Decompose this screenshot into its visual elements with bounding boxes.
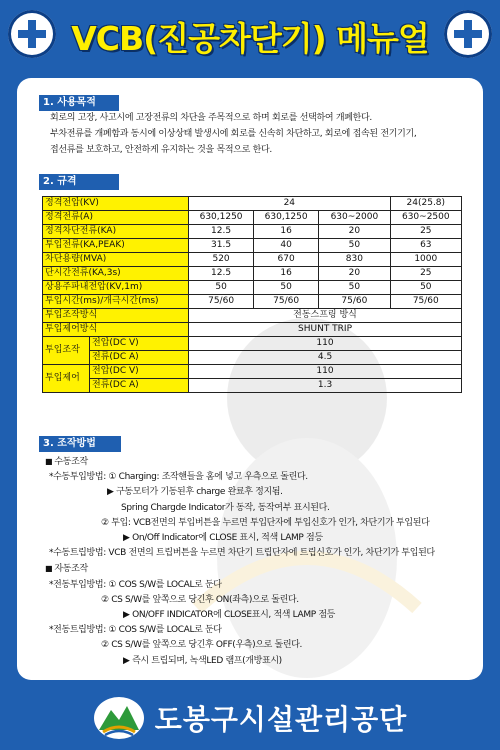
op-line: ▶ ON/OFF INDICATOR에 CLOSE표시, 적색 LAMP 점등 xyxy=(123,610,336,621)
spec-label: 투입제어방식 xyxy=(43,323,189,337)
op-line: Spring Chargde Indicator가 동작, 동작여부 표시된다. xyxy=(121,502,330,513)
plus-icon xyxy=(8,10,56,58)
spec-cell: 4.5 xyxy=(189,351,462,365)
spec-cell: 50 xyxy=(319,239,390,253)
spec-cell: 1000 xyxy=(390,253,461,267)
table-row xyxy=(43,295,462,309)
table-row xyxy=(43,253,462,267)
spec-cell: 75/60 xyxy=(189,295,254,309)
purpose-line: 부차전류를 개폐함과 동시에 이상상태 발생시에 회로를 신속히 차단하고, 회로에 접속된 전기기기, xyxy=(50,129,417,139)
auto-heading: ■ 자동조작 xyxy=(45,561,477,577)
spec-cell: 24(25.8) xyxy=(390,197,461,211)
spec-cell: 110 xyxy=(189,337,462,351)
footer xyxy=(0,690,500,745)
manual-heading: ■ 수동조작 xyxy=(45,454,477,470)
table-row xyxy=(43,323,462,337)
op-line: *전동투입방법: ① COS S/W를 LOCAL로 둔다 xyxy=(49,579,222,590)
spec-table xyxy=(42,196,462,393)
spec-cell: 16 xyxy=(254,267,319,281)
spec-label: 전류(DC A) xyxy=(90,351,189,365)
table-row xyxy=(43,365,462,379)
op-line: *수동트립방법: VCB 전면의 트립버튼을 누르면 차단기 트립단자에 트립신호가 인가, 차단기가 투입된다 xyxy=(49,548,435,559)
spec-cell: 630,1250 xyxy=(189,211,254,225)
table-row xyxy=(43,337,462,351)
section-label-spec: 2. 규격 xyxy=(39,174,119,190)
spec-label: 정격전압(KV) xyxy=(43,197,189,211)
op-line: ② CS S/W를 앞쪽으로 당긴후 ON(좌측)으로 돌린다. xyxy=(101,594,299,605)
spec-group-label: 투입제어 xyxy=(43,365,90,393)
spec-label: 단시간전류(KA,3s) xyxy=(43,267,189,281)
spec-cell: 50 xyxy=(189,281,254,295)
spec-cell: 50 xyxy=(319,281,390,295)
op-line: *전동트립방법: ① COS S/W를 LOCAL로 둔다 xyxy=(49,625,222,636)
spec-cell: 40 xyxy=(254,239,319,253)
plus-icon xyxy=(444,10,492,58)
operations-text xyxy=(45,454,477,669)
spec-label: 정격차단전류(KA) xyxy=(43,225,189,239)
header xyxy=(0,0,500,78)
spec-cell: 630~2500 xyxy=(390,211,461,225)
table-row xyxy=(43,351,462,365)
op-line: ② 투입: VCB전면의 투입버튼을 누르면 투입단자에 투입신호가 인가, 차단기가 투입된다 xyxy=(101,517,430,528)
op-line: ▶ On/Off Indicator에 CLOSE 표시, 적색 LAMP 점등 xyxy=(123,533,323,544)
spec-cell: 25 xyxy=(390,225,461,239)
table-row xyxy=(43,239,462,253)
spec-cell: 75/60 xyxy=(390,295,461,309)
purpose-line: 회로의 고장, 사고시에 고장전류의 차단을 주목적으로 하며 회로를 선택하여 개폐한다. xyxy=(50,113,372,123)
spec-cell: SHUNT TRIP xyxy=(189,323,462,337)
organization-logo-icon xyxy=(93,696,145,740)
spec-cell: 830 xyxy=(319,253,390,267)
spec-cell: 24 xyxy=(189,197,391,211)
purpose-text xyxy=(50,110,473,158)
spec-label: 전압(DC V) xyxy=(90,337,189,351)
purpose-line: 접선류를 보호하고, 안전하게 유지하는 것을 목적으로 한다. xyxy=(50,145,272,155)
spec-cell: 75/60 xyxy=(319,295,390,309)
spec-cell: 16 xyxy=(254,225,319,239)
table-row xyxy=(43,225,462,239)
page-title: VCB(진공차단기) 메뉴얼 xyxy=(71,18,429,58)
op-line: ▶ 즉시 트립되며, 녹색LED 램프(개방표시) xyxy=(123,655,282,666)
spec-cell: 20 xyxy=(319,225,390,239)
spec-cell: 50 xyxy=(254,281,319,295)
spec-cell: 31.5 xyxy=(189,239,254,253)
op-line: ② CS S/W를 앞쪽으로 당긴후 OFF(우측)으로 돌린다. xyxy=(101,640,303,651)
spec-label: 투입시간(ms)/개극시간(ms) xyxy=(43,295,189,309)
spec-label: 투입조작방식 xyxy=(43,309,189,323)
table-row xyxy=(43,309,462,323)
organization-name: 도봉구시설관리공단 xyxy=(154,702,408,736)
spec-cell: 50 xyxy=(390,281,461,295)
spec-cell: 110 xyxy=(189,365,462,379)
spec-cell: 20 xyxy=(319,267,390,281)
spec-label: 차단용량(MVA) xyxy=(43,253,189,267)
table-row xyxy=(43,211,462,225)
spec-cell: 전동스프링 방식 xyxy=(189,309,462,323)
spec-label: 정격전류(A) xyxy=(43,211,189,225)
op-line: ▶ 구동모터가 기동된후 charge 완료후 정지됨. xyxy=(107,487,283,498)
spec-cell: 630~2000 xyxy=(319,211,390,225)
spec-cell: 670 xyxy=(254,253,319,267)
spec-label: 전압(DC V) xyxy=(90,365,189,379)
section-label-purpose: 1. 사용목적 xyxy=(39,95,119,111)
section-label-operations: 3. 조작방법 xyxy=(39,436,121,452)
op-line: *수동투입방법: ① Charging: 조작핸들을 홈에 넣고 우측으로 돌린다. xyxy=(49,472,308,483)
spec-cell: 12.5 xyxy=(189,267,254,281)
table-row xyxy=(43,379,462,393)
spec-cell: 75/60 xyxy=(254,295,319,309)
spec-cell: 1.3 xyxy=(189,379,462,393)
spec-cell: 630,1250 xyxy=(254,211,319,225)
spec-cell: 25 xyxy=(390,267,461,281)
content-panel xyxy=(17,78,483,680)
table-row xyxy=(43,267,462,281)
spec-label: 투입전류(KA,PEAK) xyxy=(43,239,189,253)
spec-label: 전류(DC A) xyxy=(90,379,189,393)
spec-cell: 12.5 xyxy=(189,225,254,239)
table-row xyxy=(43,281,462,295)
spec-cell: 520 xyxy=(189,253,254,267)
spec-label: 상용주파내전압(KV,1m) xyxy=(43,281,189,295)
table-row xyxy=(43,197,462,211)
spec-group-label: 투입조작 xyxy=(43,337,90,365)
spec-cell: 63 xyxy=(390,239,461,253)
